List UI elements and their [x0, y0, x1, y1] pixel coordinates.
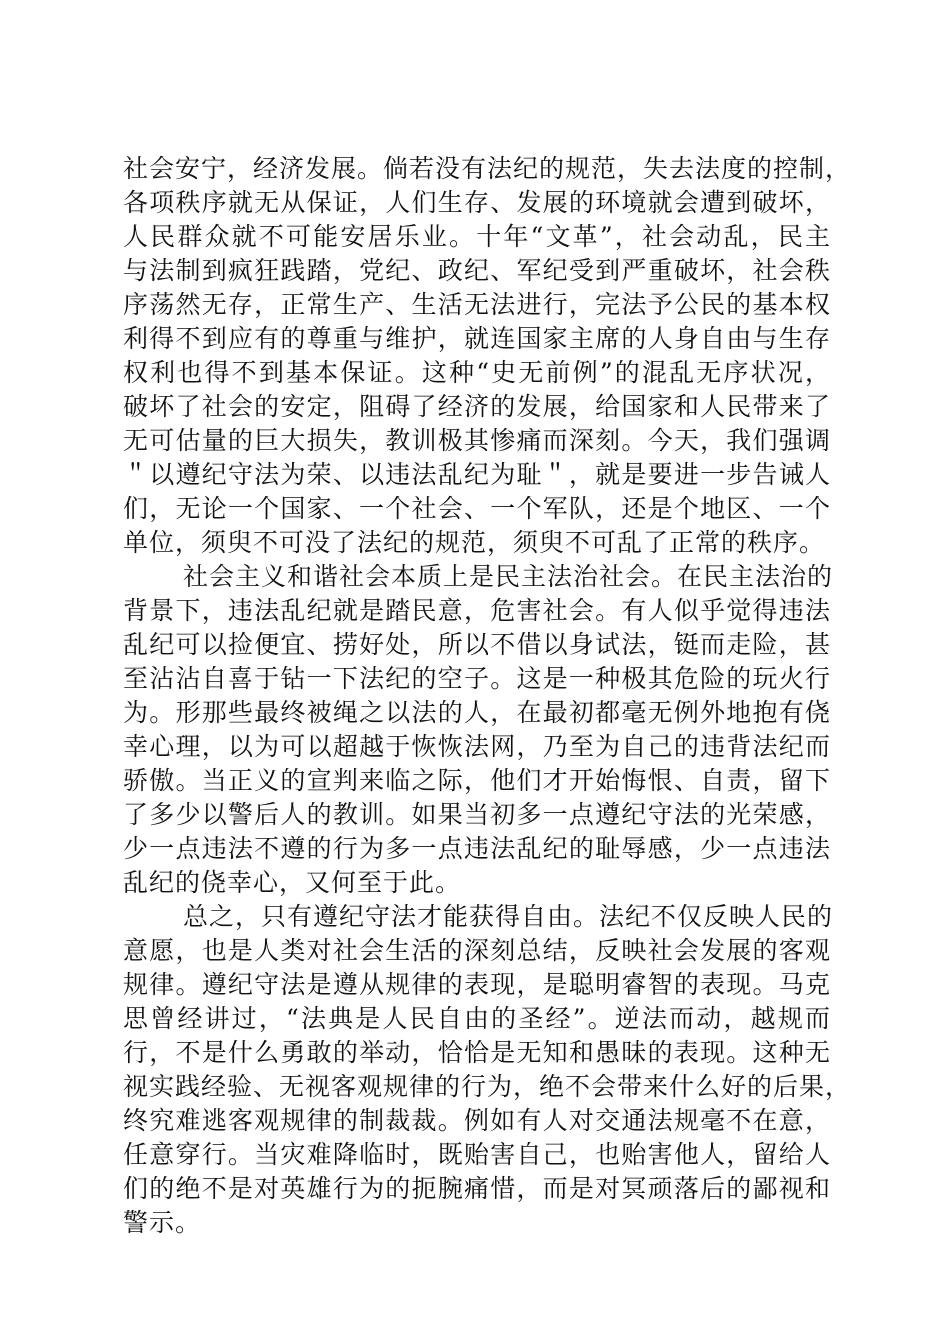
text-line: 规律。遵纪守法是遵从规律的表现，是聪明睿智的表现。马克: [123, 970, 831, 999]
document-body: [123, 152, 852, 1240]
text-line: 乱纪可以捡便宜、捞好处，所以不借以身试法，铤而走险，甚: [123, 630, 831, 659]
text-line: 序荡然无存，正常生产、生活无法进行，完法予公民的基本权: [123, 290, 831, 319]
text-line: 各项秩序就无从保证，人们生存、发展的环境就会遭到破坏，: [123, 188, 831, 217]
text-line: 单位，须臾不可没了法纪的规范，须臾不可乱了正常的秩序。: [123, 528, 826, 557]
paragraph-3: [123, 900, 852, 1240]
text-line: 们，无论一个国家、一个社会、一个军队，还是个地区、一个: [123, 494, 831, 523]
text-line: 与法制到疯狂践踏，党纪、政纪、军纪受到严重破坏，社会秩: [123, 256, 831, 285]
text-line: 意愿，也是人类对社会生活的深刻总结，反映社会发展的客观: [123, 936, 831, 965]
text-line: 们的绝不是对英雄行为的扼腕痛惜，而是对冥顽落后的鄙视和: [123, 1174, 831, 1203]
text-line: 破坏了社会的安定，阻碍了经济的发展，给国家和人民带来了: [123, 392, 831, 421]
text-line: 人民群众就不可能安居乐业。十年“文革”，社会动乱，民主: [123, 222, 831, 251]
text-line: 了多少以警后人的教训。如果当初多一点遵纪守法的光荣感，: [123, 800, 831, 829]
text-line: 终究难逃客观规律的制裁裁。例如有人对交通法规毫不在意，: [123, 1106, 831, 1135]
text-line: 利得不到应有的尊重与维护，就连国家主席的人身自由与生存: [123, 324, 831, 353]
text-line: 思曾经讲过，“法典是人民自由的圣经”。逆法而动，越规而: [123, 1004, 831, 1033]
text-line: 任意穿行。当灾难降临时，既贻害自己，也贻害他人，留给人: [123, 1140, 831, 1169]
text-line: 少一点违法不遵的行为多一点违法乱纪的耻辱感，少一点违法: [123, 834, 831, 863]
paragraph-2: [123, 560, 834, 900]
text-line: 骄傲。当正义的宣判来临之际，他们才开始悔恨、自责，留下: [123, 766, 831, 795]
text-line: 总之，只有遵纪守法才能获得自由。法纪不仅反映人民的: [183, 902, 834, 931]
paragraph-1: [123, 152, 852, 560]
text-line: 无可估量的巨大损失，教训极其惨痛而深刻。今天，我们强调: [123, 426, 831, 455]
text-line: 行，不是什么勇敢的举动，恰恰是无知和愚昧的表现。这种无: [123, 1038, 831, 1067]
text-line: ＂以遵纪守法为荣、以违法乱纪为耻＂，就是要进一步告诫人: [123, 460, 831, 489]
text-line: 社会主义和谐社会本质上是民主法治社会。在民主法治的: [183, 562, 834, 591]
text-line: 警示。: [123, 1208, 202, 1237]
text-line: 乱纪的侥幸心，又何至于此。: [123, 868, 462, 897]
text-line: 幸心理，以为可以超越于恢恢法网，乃至为自己的违背法纪而: [123, 732, 831, 761]
text-line: 背景下，违法乱纪就是踏民意，危害社会。有人似乎觉得违法: [123, 596, 831, 625]
text-line: 社会安宁，经济发展。倘若没有法纪的规范，失去法度的控制，: [123, 154, 852, 183]
text-line: 权利也得不到基本保证。这种“史无前例”的混乱无序状况，: [123, 358, 831, 387]
text-line: 至沾沾自喜于钻一下法纪的空子。这是一种极其危险的玩火行: [123, 664, 831, 693]
text-line: 为。形那些最终被绳之以法的人，在最初都毫无例外地抱有侥: [123, 698, 831, 727]
text-line: 视实践经验、无视客观规律的行为，绝不会带来什么好的后果，: [123, 1072, 852, 1101]
